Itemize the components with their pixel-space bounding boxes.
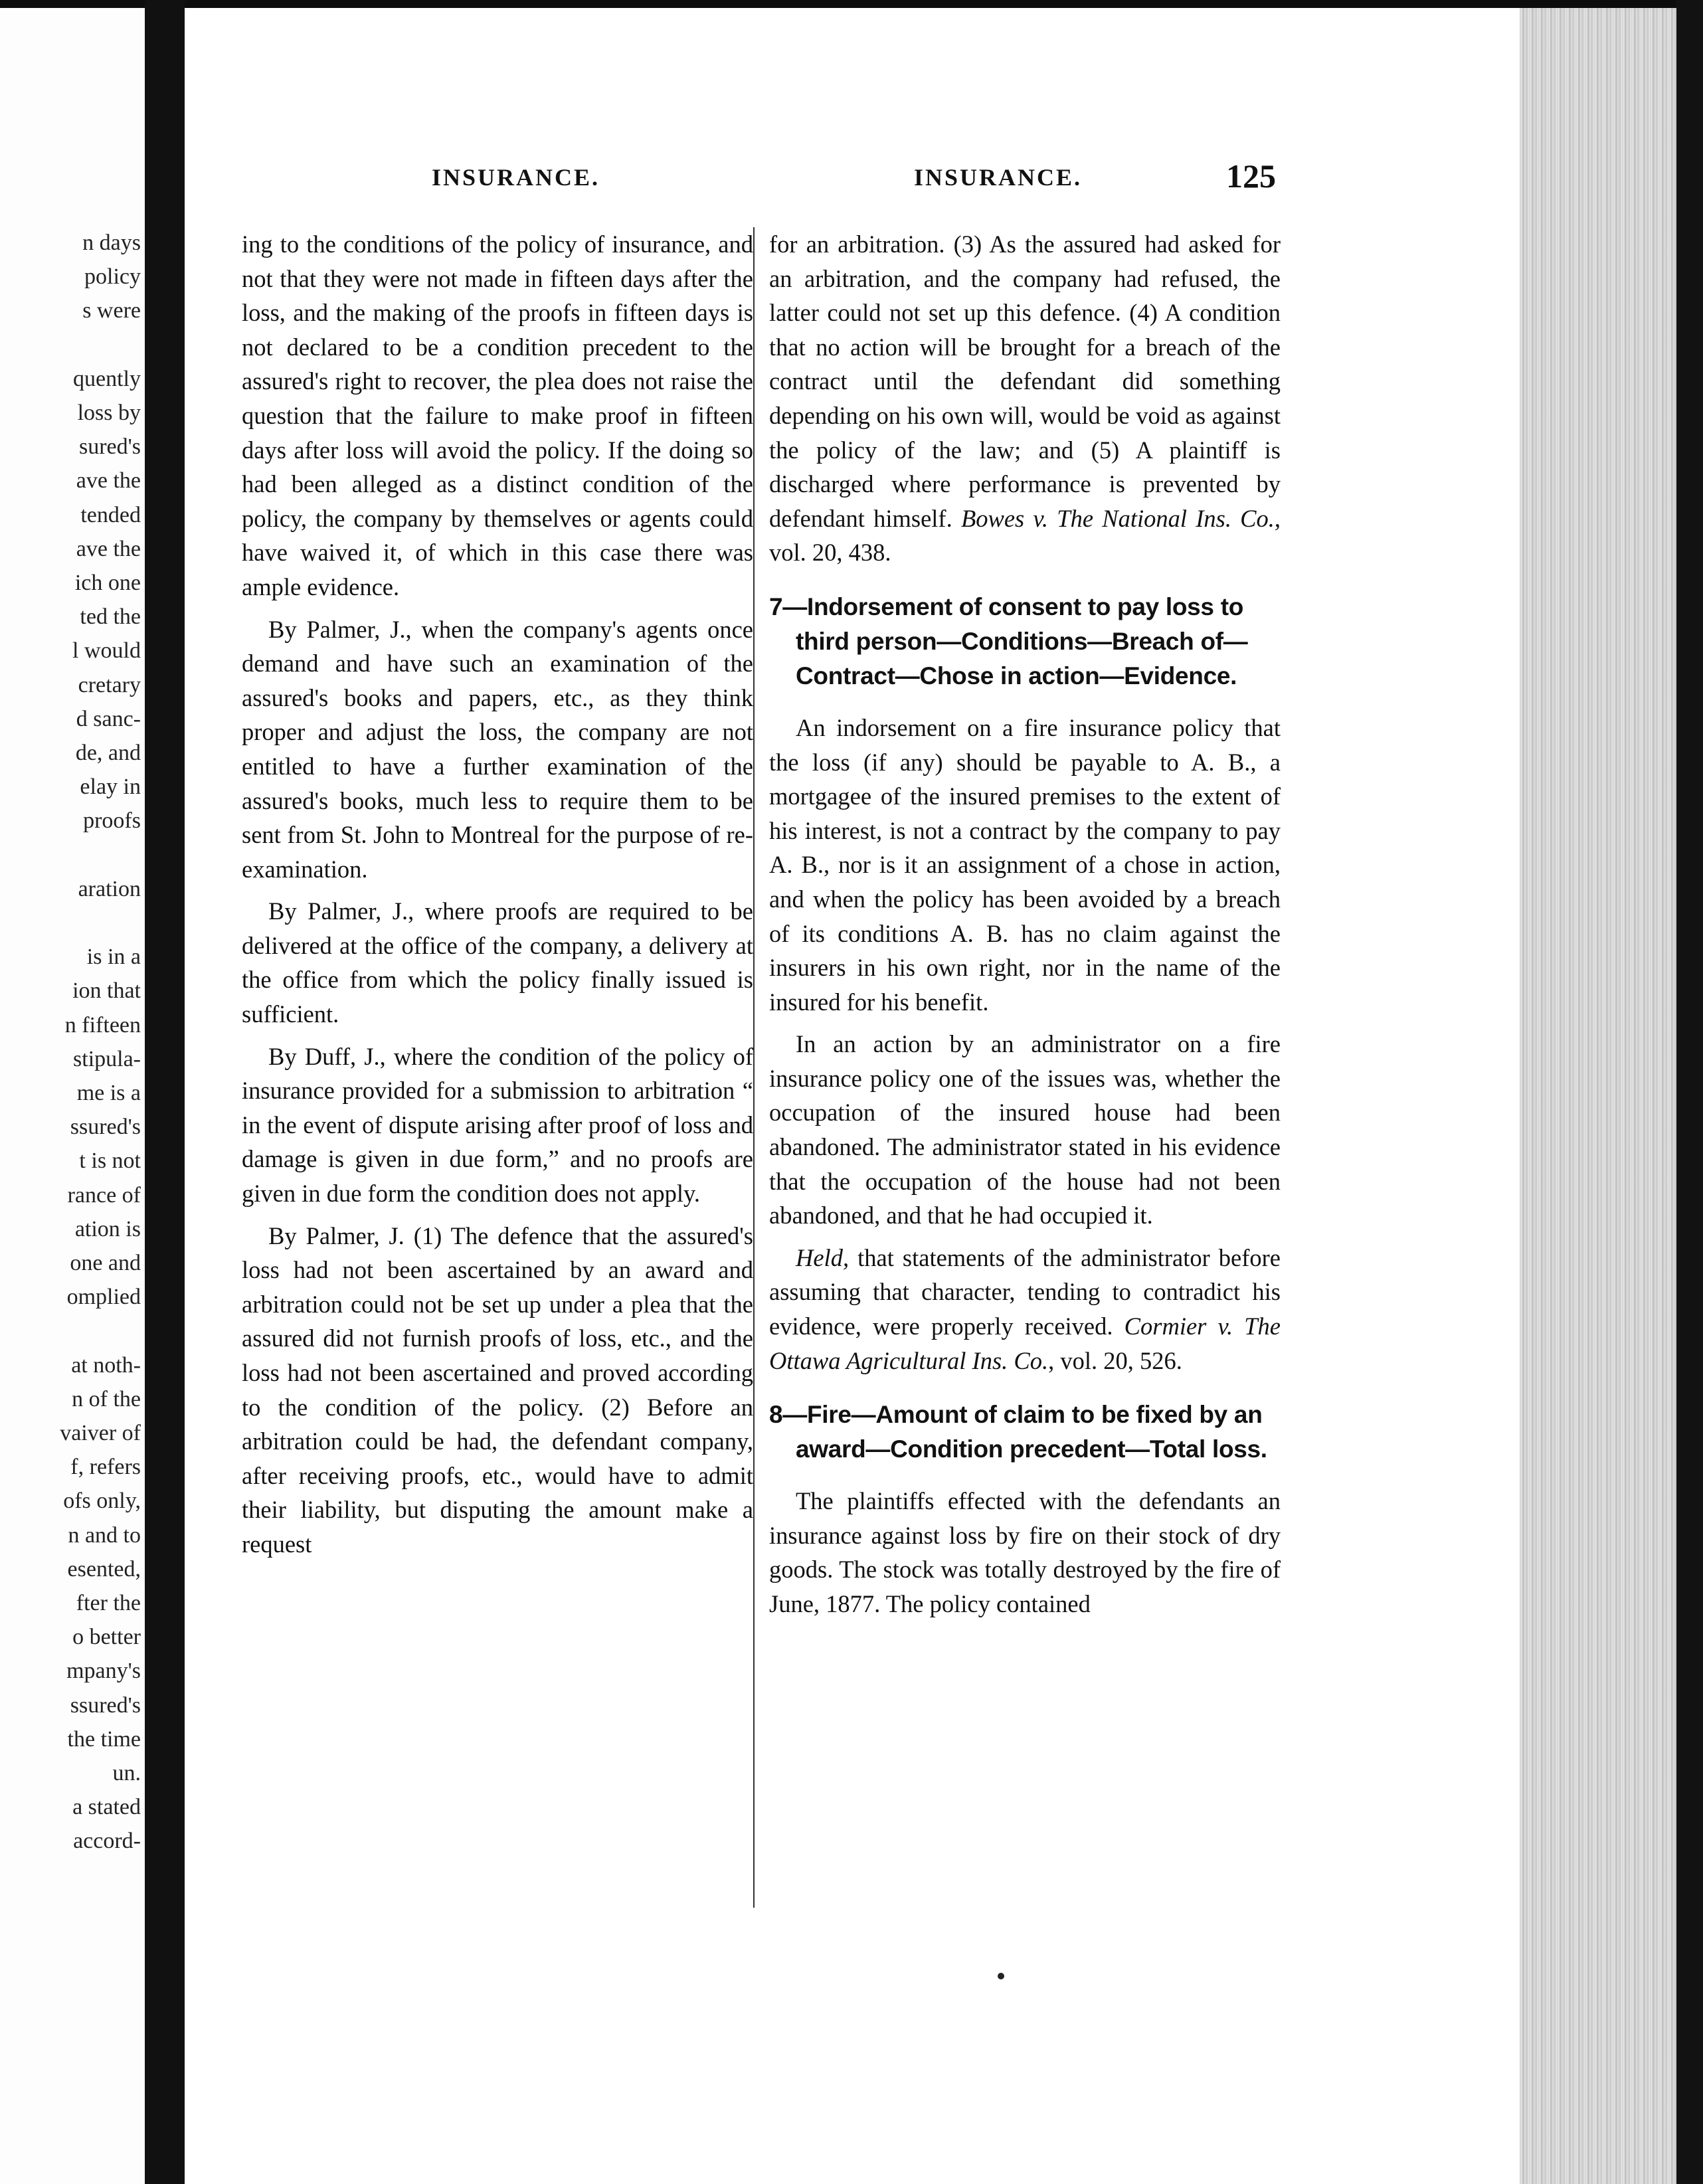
facing-page-line: mpany's [66,1659,141,1684]
facing-page-line: ofs only, [63,1489,141,1514]
citation-reference: , vol. 20, 526. [1048,1346,1182,1374]
facing-page-line: proofs [83,808,141,834]
facing-page-line: ave the [76,468,141,494]
facing-page-line: esented, [67,1556,141,1582]
facing-page-line: n and to [68,1522,141,1548]
facing-page-line: t is not [79,1148,141,1174]
case-citation: Cormier v. The Ottawa Agricultural Ins. Co. [769,1313,1281,1374]
facing-page-line: n of the [72,1386,141,1411]
case-citation: Bowes v. The National Ins. Co. [960,504,1275,532]
facing-page-line: quently [73,366,141,391]
book-gutter [145,0,185,2184]
section-heading-8: 8—Fire—Amount of claim to be fixed by an award—Condition precedent—Total loss. [769,1401,1267,1463]
paragraph [769,1241,1281,1378]
facing-page-line: tended [80,502,141,527]
facing-page-line: un. [112,1761,141,1785]
facing-page-line: accord- [73,1829,141,1854]
paragraph: By Palmer, J., when the company's agents once demand and have such an examination of the assured's books and papers, etc., as they think proper and adjust the loss, the company are not entitled to have a further examination of the assured's books, much less to require them to be sent from St. John to Montreal for the purpose of re-examination. [242,615,753,883]
facing-page-line: ave the [76,536,141,561]
facing-page-line: elay in [80,774,141,800]
facing-page-line: loss by [77,401,141,425]
facing-page-line: o better [72,1625,141,1650]
facing-page-line: omplied [66,1285,141,1310]
facing-page-line: a stated [72,1795,141,1820]
facing-page [0,8,145,2184]
facing-page-line: l would [72,638,141,664]
page-number: 125 [1226,157,1276,195]
citation-reference: , vol. 20, 438. [769,504,1281,567]
running-head-right: INSURANCE. [914,164,1083,191]
paragraph: In an action by an administrator on a fire insurance policy one of the issues was, whether the occupation of the insured house had been abandoned. The administrator stated in his evidence that the occupation of the house had not been abandoned, and that he had occupied it. [769,1030,1281,1229]
held-label: Held, [796,1243,850,1271]
facing-page-line: de, and [75,741,141,765]
facing-page-line: ssured's [70,1692,141,1718]
paragraph: By Duff, J., where the condition of the policy of insurance provided for a submission to arbitration “ in the event of dispute arising after proof of loss and damage is given in due form,” and no proofs are given in due form the condition does not apply. [242,1042,753,1208]
paragraph: By Palmer, J., where proofs are required to be delivered at the office of the company, a delivery at the office from which the policy finally issued is sufficient. [242,897,753,1028]
running-head-left: INSURANCE. [432,164,600,191]
paragraph: By Palmer, J. (1) The defence that the assured's loss had not been ascertained by an award and arbitration could not be set up under a plea that the assured did not furnish proofs of loss, etc., and the loss had not been ascertained and proved according to the condition of the policy. (2) Before an arbitration could be had, the defendant company, after receiving proofs, etc., would have to admit their liability, but disputing the amount make a request [242,1222,753,1558]
section-heading-7: 7—Indorsement of consent to pay loss to third person—Conditions—Breach of—Contract—Chose in action—Evidence. [769,592,1248,689]
paragraph-text: for an arbitration. (3) As the assured had asked for an arbitration, and the company had refused, the latter could not set up this defence. (4) A condition that no action will be brought for a breach of the contract until the defendant did something depending on his own will, would be void as against the policy of the law; and (5) A plaintiff is discharged where performance is prevented by defendant himself. [769,230,1281,532]
paragraph [769,227,1281,570]
facing-page-line: n fifteen [64,1012,141,1038]
facing-page-line: ion that [72,978,141,1004]
facing-page-line: vaiver of [60,1421,141,1445]
facing-page-line: d sanc- [76,706,141,731]
facing-page-line: ation is [74,1216,141,1241]
facing-page-line: rance of [67,1182,141,1208]
facing-page-line: fter the [76,1591,141,1615]
facing-page-line: f, refers [70,1455,141,1480]
facing-page-line: s were [82,298,141,323]
left-column [242,227,753,1562]
facing-page-line: is in a [86,945,141,970]
facing-page-line: the time [67,1726,141,1752]
facing-page-line: ich one [74,571,141,595]
facing-page-line: n days [82,230,141,255]
facing-page-line: at noth- [71,1352,141,1378]
facing-page-line: policy [84,264,141,290]
scan-right-border [1676,0,1703,2184]
right-column [769,227,1281,1621]
facing-page-line: ted the [80,604,141,630]
scan-top-border [0,0,1703,8]
column-rule [753,227,755,1908]
page-edges [1520,8,1676,2184]
paragraph: ing to the conditions of the policy of insurance, and not that they were not made in fifteen days after the loss, and the making of the proofs in fifteen days is not declared to be a condition precedent to the assured's right to recover, the plea does not raise the question that the failure to make proof in fifteen days after loss will avoid the policy. If the doing so had been alleged as a distinct condition of the policy, the company by themselves or agents could have waived it, of which in this case there was ample evidence. [242,230,753,600]
paragraph-text: that statements of the administrator before assuming that character, tending to contradict his evidence, were properly received. [769,1243,1281,1340]
facing-page-line: sured's [78,434,141,460]
paragraph: An indorsement on a fire insurance policy that the loss (if any) should be payable to A. B., a mortgagee of the insured premises to the extent of his interest, is not a contract by the company to pay A. B., nor is it an assignment of a chose in action, and when the policy has been avoided by a breach of its conditions A. B. has no claim against the insurers in his own right, nor in the name of the insured for his benefit. [769,713,1281,1016]
print-speck [998,1973,1004,1979]
facing-page-line: stipula- [73,1046,141,1071]
facing-page-line: cretary [78,672,141,697]
facing-page-line: aration [78,876,141,901]
facing-page-line: one and [70,1251,141,1275]
paragraph: The plaintiffs effected with the defendants an insurance against loss by fire on their stock of dry goods. The stock was totally destroyed by the fire of June, 1877. The policy contained [769,1487,1281,1617]
facing-page-line: ssured's [70,1115,141,1140]
facing-page-line: me is a [76,1081,141,1105]
